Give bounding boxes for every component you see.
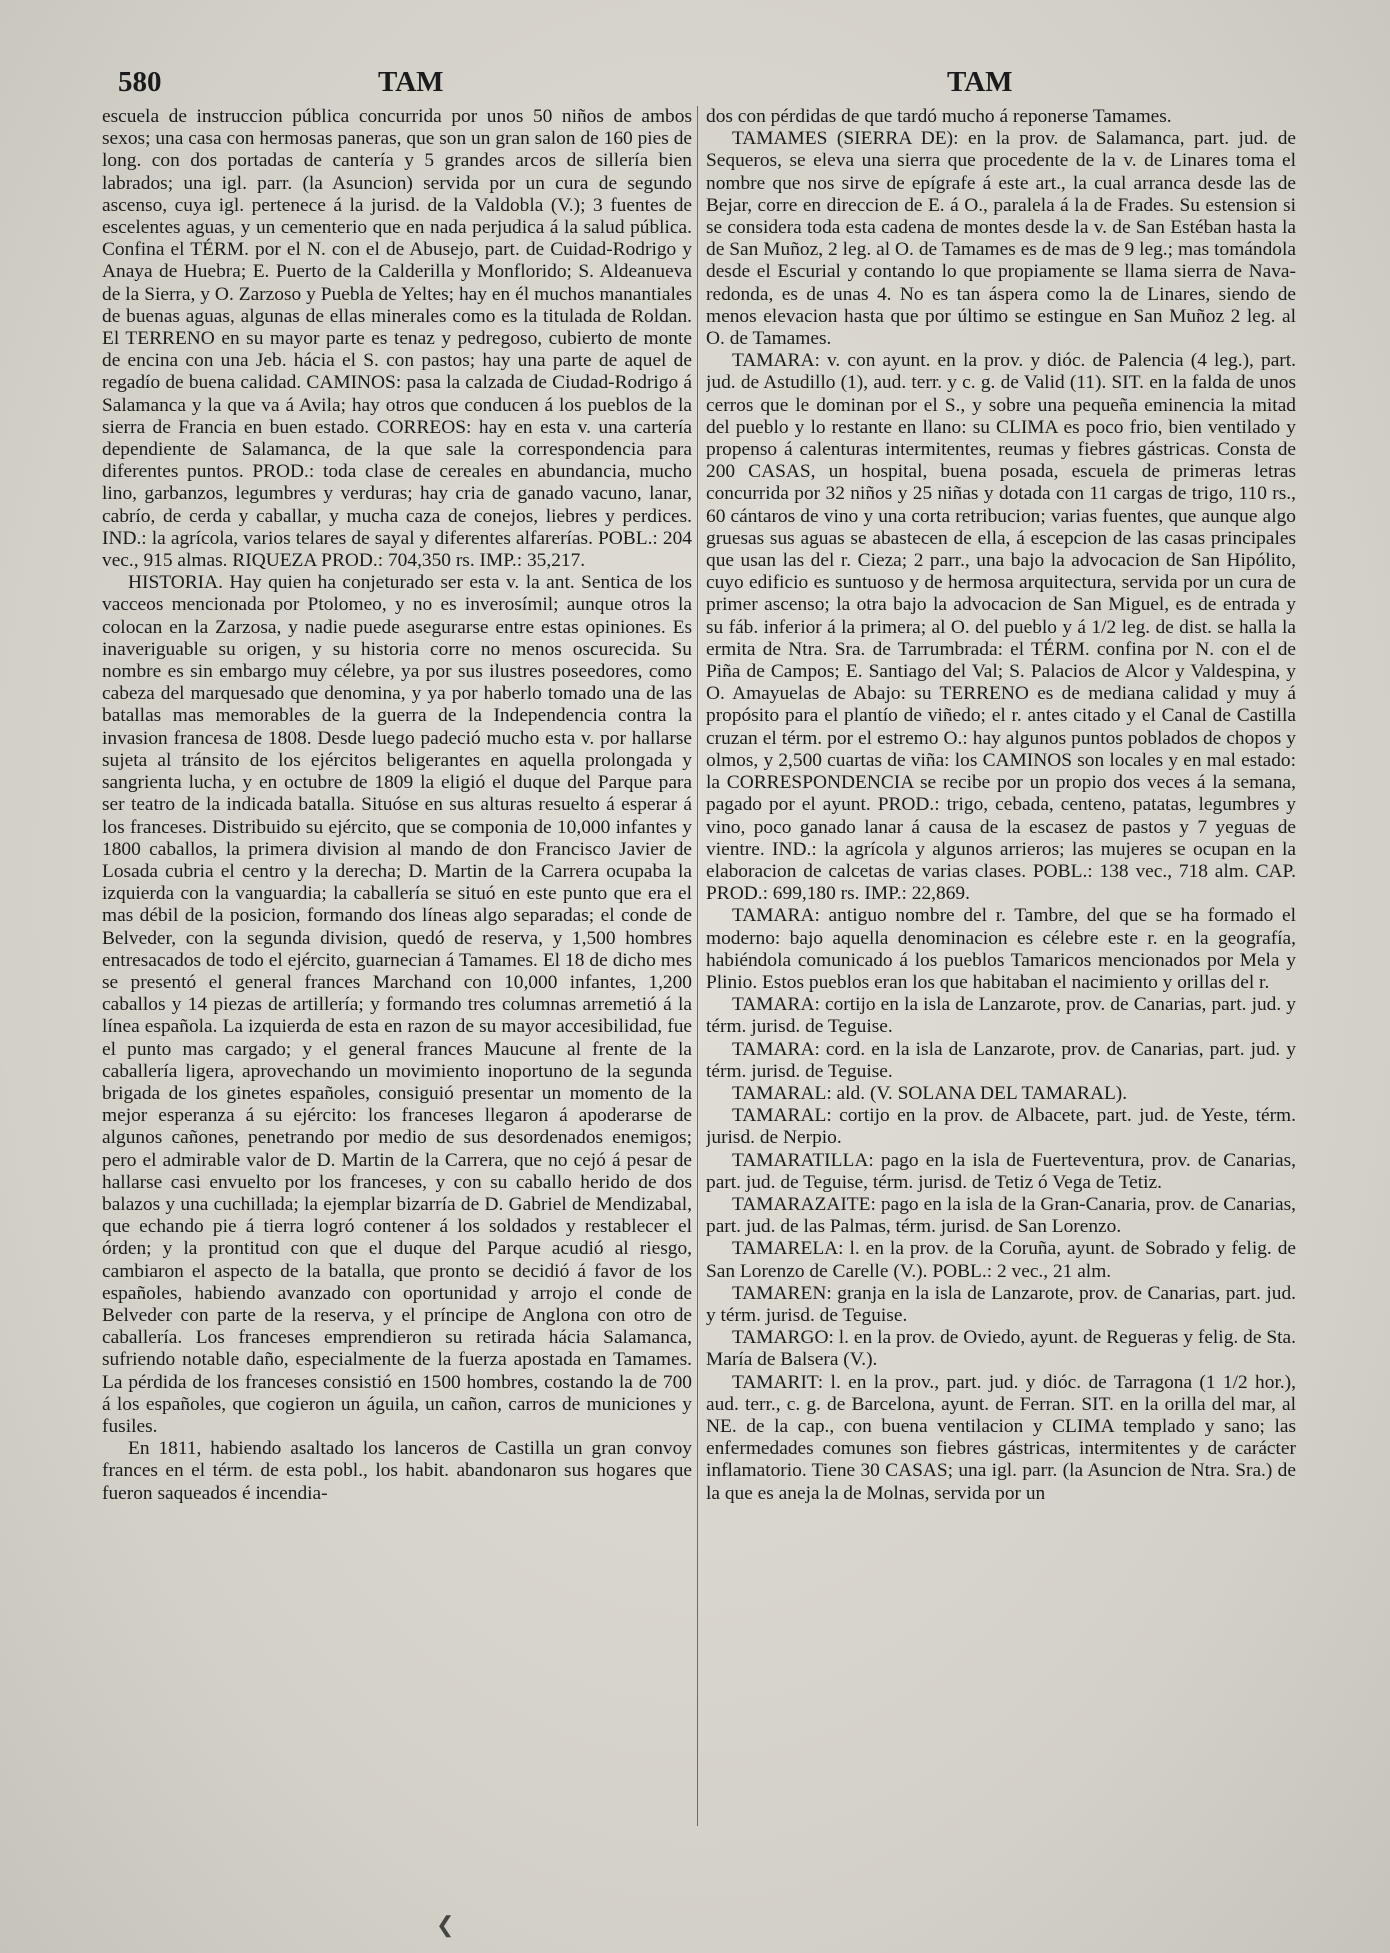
paragraph: HISTORIA. Hay quien ha conjeturado ser esta v. la ant. Sentica de los vacceos mencionada por Ptolomeo, y no es inverosímil; aunque otros la colocan en la Zarzosa, y nadie puede asegurarse entre estas opiniones. Es inaveriguable su origen, y su historia corre no menos oscurecida. Su nombre es sin embargo muy célebre, ya por sus ilustres poseedores, como cabeza del marquesado que denomina, y ya por haberlo tomado una de las batallas mas memorables de la guerra de la Independencia contra la invasion francesa de 1808. Desde luego padeció mucho esta v. por hallarse sujeta al tránsito de los ejércitos beligerantes en aquella prolongada y sangrienta lucha, y en octubre de 1809 la eligió el duque del Parque para ser teatro de la indicada batalla. Situóse en sus alturas resuelto á esperar á los franceses. Distribuido su ejército, que se componia de 10,000 infantes y 1800 caballos, la primera division al mando de don Francisco Javier de Losada cubria el centro y la derecha; D. Martin de la Carrera ocupaba la izquierda con la vanguardia; la caballería se situó en este punto que era el mas débil de la posicion, formando dos líneas algo separadas; el conde de Belveder, con la segunda division, quedó de reserva, y 1,500 hombres entresacados de todo el ejército, guarnecian á Tamames. El 18 de dicho mes se presentó el general frances Marchand con 10,000 infantes, 1,200 caballos y 14 piezas de artillería; y formando tres columnas arremetió á la línea española. La izquierda de esta en razon de su mayor accesibilidad, fue el punto mas cargado; y el general frances Maucune al frente de la caballería ligera, aprovechando un movimiento inoportuno de la segunda brigada de los ginetes españoles, consiguió presentar un momento de la mejor esperanza á su ejército: los franceses llegaron á apoderarse de algunos cañones, penetrando por medio de sus desordenados enemigos; pero el admirable valor de D. Martin de la Carrera, que no cejó á pesar de hallarse casi envuelto por los franceses, y con su caballo herido de dos balazos y una cuchillada; la ejemplar bizarría de D. Gabriel de Mendizabal, que echando pie á tierra logró contener á los soldados y restablecer el órden; y la prontitud con que el duque del Parque acudió al riesgo, cambiaron el aspecto de la batalla, que pronto se decidió á favor de los españoles, habiendo avanzado con oportunidad y arrojo el conde de Belveder con parte de la reserva, y el príncipe de Anglona con otro de caballería. Los franceses emprendieron su retirada hácia Salamanca, sufriendo notable daño, especialmente de la fuerza apostada en Tamames. La pérdida de los franceses consistió en 1500 hombres, costando la de 700 á los españoles, que cogieron un águila, un cañon, carros de municiones y fusiles. [102, 572, 692, 1437]
printer-mark: ❮ [436, 1912, 455, 1937]
entry-tamara-villa: TAMARA: v. con ayunt. en la prov. y dióc. de Palencia (4 leg.), part. jud. de Astudillo (1), aud. terr. y c. g. de Valid (11). SIT. en la falda de unos cerros que le dominan por el S., y sobre una pequeña eminencia la mitad del pueblo y lo restante en llano: su CLIMA es poco frio, bien ventilado y propenso á calenturas intermitentes, reumas y fiebres gástricas. Consta de 200 CASAS, un hospital, buena posada, escuela de primeras letras concurrida por 32 niños y 25 niñas y dotada con 11 cargas de trigo, 110 rs., 60 cántaros de vino y una corta retribucion; varias fuentes, que aunque algo gruesas sus aguas se abastecen de ella, á escepcion de las casas principales que usan las del r. Cieza; 2 parr., una bajo la advocacion de San Hipólito, cuyo edificio es suntuoso y de hermosa arquitectura, servida por un cura de primer ascenso; la otra bajo la advocacion de San Miguel, es de entrada y su fáb. inferior á la primera; al O. del pueblo y á 1/2 leg. de dist. se halla la ermita de Ntra. Sra. de Tarrumbrada: el TÉRM. confina por N. con el de Piña de Campos; E. Santiago del Val; S. Palacios de Alcor y Valdespina, y O. Amayuelas de Abajo: su TERRENO es de mediana calidad y muy á propósito para el plantío de viñedo; el r. antes citado y el Canal de Castilla cruzan el térm. por el estremo O.: hay algunos puntos poblados de chopos y olmos, y 2,500 cuartas de viña: los CAMINOS son locales y en mal estado: la CORRESPONDENCIA se recibe por un propio dos veces á la semana, pagado por el ayunt. PROD.: trigo, cebada, centeno, patatas, legumbres y vino, poco ganado lanar á causa de la escasez de pastos y 7 yeguas de vientre. IND.: la agrícola y algunos arrieros; las mujeres se ocupan en la elaboracion de calcetas de varias clases. POBL.: 138 vec., 718 alm. CAP. PROD.: 699,180 rs. IMP.: 22,869. [706, 350, 1296, 905]
paragraph: escuela de instruccion pública concurrida por unos 50 niños de ambos sexos; una casa con hermosas paneras, que son un gran salon de 160 pies de long. con dos portadas de cantería y 5 grandes arcos de sillería bien labrados; una igl. parr. (la Asuncion) servida por un cura de segundo ascenso, cuya igl. pertenece á la jurisd. de la Valdobla (V.); 3 fuentes de escelentes aguas, y un cementerio que en nada perjudica á la salud pública. Confina el TÉRM. por el N. con el de Abusejo, part. de Cuidad-Rodrigo y Anaya de Huebra; E. Puerto de la Calderilla y Monflorido; S. Aldeanueva de la Sierra, y O. Zarzoso y Puebla de Yeltes; hay en él muchos manantiales de buenas aguas, algunas de ellas minerales como es la titulada de Roldan. El TERRENO en su mayor parte es tenaz y pedregoso, cubierto de monte de encina con una Jeb. hácia el S. con pastos; hay una parte de aquel de regadío de buena calidad. CAMINOS: pasa la calzada de Ciudad-Rodrigo á Salamanca y la que va á Avila; hay otros que conducen á los pueblos de la sierra de Francia en buen estado. CORREOS: hay en esta v. una cartería dependiente de Salamanca, de la que sale la correspondencia para diferentes puntos. PROD.: toda clase de cereales en abundancia, mucho lino, garbanzos, legumbres y verduras; hay cria de ganado vacuno, lanar, cabrío, de cerda y caballar, y mucha caza de conejos, liebres y perdices. IND.: la agrícola, varios telares de sayal y diferentes alfarerías. POBL.: 204 vec., 915 almas. RIQUEZA PROD.: 704,350 rs. IMP.: 35,217. [102, 106, 692, 572]
paragraph: En 1811, habiendo asaltado los lanceros de Castilla un gran convoy frances en el térm. de esta pobl., los habit. abandonaron sus hogares que fueron saqueados é incendia- [102, 1438, 692, 1504]
entry-tamara-rio: TAMARA: antiguo nombre del r. Tambre, del que se ha formado el moderno: bajo aquella denominacion es célebre este r. en la geografía, habiéndola comunicado á los pueblos Tamaricos mencionados por Mela y Plinio. Estos pueblos eran los que habitaban el nacimiento y orillas del r. [706, 905, 1296, 993]
entry-tamaren: TAMAREN: granja en la isla de Lanzarote, prov. de Canarias, part. jud. y térm. jurisd. de Teguise. [706, 1282, 1296, 1326]
entry-tamara-cortijo: TAMARA: cortijo en la isla de Lanzarote, prov. de Canarias, part. jud. y térm. jurisd. de Teguise. [706, 994, 1296, 1038]
entry-tamaral-cortijo: TAMARAL: cortijo en la prov. de Albacete, part. jud. de Yeste, térm. jurisd. de Nerpio. [706, 1105, 1296, 1149]
entry-tamaral-ald: TAMARAL: ald. (V. SOLANA DEL TAMARAL). [732, 1082, 1128, 1104]
entry-tamarazaite: TAMARAZAITE: pago en la isla de la Gran-Canaria, prov. de Canarias, part. jud. de las Palmas, térm. jurisd. de San Lorenzo. [706, 1193, 1296, 1238]
column-divider [697, 106, 698, 1826]
left-column [102, 106, 692, 1826]
running-head-right: TAM [947, 66, 1013, 98]
paragraph: dos con pérdidas de que tardó mucho á reponerse Tamames. [706, 106, 1172, 127]
right-column [706, 106, 1296, 1826]
entry-tamargo: TAMARGO: l. en la prov. de Oviedo, ayunt. de Regueras y felig. de Sta. María de Balsera (V.). [706, 1327, 1296, 1371]
page-header [0, 66, 1390, 106]
entry-tamarit: TAMARIT: l. en la prov., part. jud. y dióc. de Tarragona (1 1/2 hor.), aud. terr., c. g. de Barcelona, ayunt. de Ferran. SIT. en la orilla del mar, al NE. de la cap., con buena ventilacion y CLIMA templado y sano; las enfermedades comunes son fiebres gástricas, intermitentes y de carácter inflamatorio. Tiene 30 CASAS; una igl. parr. (la Asuncion de Ntra. Sra.) de la que es aneja la de Molnas, servida por un [706, 1371, 1296, 1504]
entry-tamara-cord: TAMARA: cord. en la isla de Lanzarote, prov. de Canarias, part. jud. y térm. jurisd. de Teguise. [706, 1038, 1296, 1082]
entry-tamames-sierra: TAMAMES (SIERRA DE): en la prov. de Salamanca, part. jud. de Sequeros, se eleva una sierra que procedente de la v. de Linares toma el nombre que nos sirve de epígrafe á este art., la cual arranca desde las de Bejar, corre en direccion de E. á O., paralela á la de Frades. Su estension si se considera toda esta cadena de montes desde la v. de San Estéban hasta la de San Muñoz, 2 leg. al O. de Tamames es de mas de 9 leg.; mas tomándola desde el Escurial y contando lo que propiamente se llama sierra de Nava-redonda, es de unas 4. No es tan áspera como la de Linares, siendo de menos elevacion hasta que por último se estingue en San Muñoz 2 leg. al O. de Tamames. [706, 128, 1296, 350]
entry-tamarela: TAMARELA: l. en la prov. de la Coruña, ayunt. de Sobrado y felig. de San Lorenzo de Carelle (V.). POBL.: 2 vec., 21 alm. [706, 1238, 1296, 1282]
running-head-left: TAM [378, 66, 444, 98]
page-number: 580 [118, 66, 162, 98]
entry-tamaratilla: TAMARATILLA: pago en la isla de Fuerteventura, prov. de Canarias, part. jud. de Teguise, térm. jurisd. de Tetiz ó Vega de Tetiz. [706, 1149, 1296, 1193]
